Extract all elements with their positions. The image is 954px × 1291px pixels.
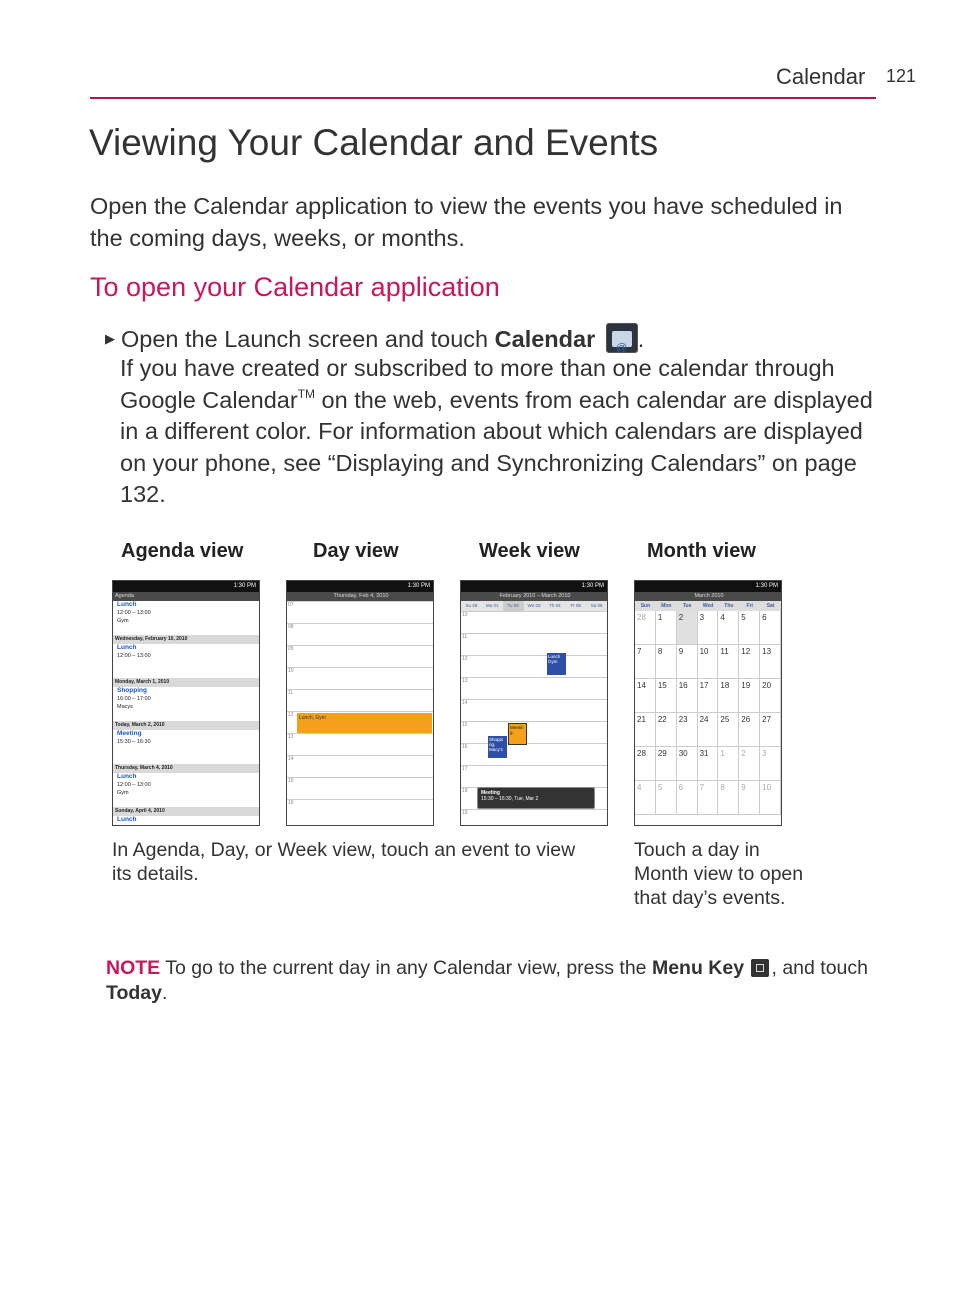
agenda-title-bar: Agenda — [113, 592, 259, 601]
month-day-cell: 2 — [739, 747, 760, 781]
month-day-cell: 11 — [718, 645, 739, 679]
agenda-date-row: Wednesday, February 10, 2010 — [113, 635, 259, 644]
month-day-cell: 1 — [718, 747, 739, 781]
hour-row: 08 — [287, 623, 433, 645]
month-day-header: Sun Mon Tue Wed Thu Fri Sat — [635, 601, 781, 611]
day-view-screenshot — [286, 580, 434, 826]
agenda-date-row: Today, March 2, 2010 — [113, 721, 259, 730]
agenda-date-row: Sunday, April 4, 2010 — [113, 807, 259, 816]
agenda-event: Shopping 16:00 – 17:00 Macys — [117, 687, 151, 710]
month-day-cell: 19 — [739, 679, 760, 713]
month-grid — [635, 611, 781, 815]
month-day-cell: 18 — [718, 679, 739, 713]
label-agenda-view: Agenda view — [121, 540, 244, 562]
month-day-cell: 6 — [677, 781, 698, 815]
month-day-cell: 9 — [677, 645, 698, 679]
trademark: TM — [297, 386, 316, 401]
caption-month: Touch a day in Month view to open that day’s events. — [634, 839, 804, 909]
status-bar: 1:30 PM — [113, 581, 259, 592]
month-title-bar: March 2010 — [635, 592, 781, 601]
month-day-cell: 7 — [635, 645, 656, 679]
month-view-screenshot — [634, 580, 782, 826]
agenda-event: Lunch — [117, 816, 137, 823]
month-day-cell: 1 — [656, 611, 677, 645]
hour-row: 10 — [287, 667, 433, 689]
month-day-cell: 31 — [698, 747, 719, 781]
month-day-cell: 21 — [635, 713, 656, 747]
intro-paragraph: Open the Calendar application to view the events you have scheduled in the coming days, weeks, or months. — [90, 193, 843, 251]
month-day-cell: 10 — [760, 781, 781, 815]
running-header-section: Calendar — [776, 64, 866, 89]
month-day-cell: 28 — [635, 747, 656, 781]
hour-row: 15 — [287, 777, 433, 799]
week-event-shopping: Shoppi ng, Macy's — [488, 736, 507, 758]
month-day-cell: 10 — [698, 645, 719, 679]
month-day-cell: 22 — [656, 713, 677, 747]
agenda-event: Lunch 12:00 – 13:00 — [117, 644, 151, 659]
header-rule — [90, 97, 876, 99]
hour-row: 14 — [287, 755, 433, 777]
month-day-cell: 3 — [760, 747, 781, 781]
month-day-cell: 5 — [739, 611, 760, 645]
hour-row: 07 — [287, 601, 433, 623]
hour-row: 16 — [287, 799, 433, 821]
month-day-cell: 8 — [656, 645, 677, 679]
month-day-cell: 29 — [656, 747, 677, 781]
month-day-cell: 14 — [635, 679, 656, 713]
label-month-view: Month view — [647, 540, 756, 562]
month-day-cell: 25 — [718, 713, 739, 747]
month-day-cell: 13 — [760, 645, 781, 679]
agenda-event: Lunch 12:00 – 13:00 Gym — [117, 773, 151, 796]
week-title-bar: February 2010 – March 2010 — [461, 592, 607, 601]
note-tag: NOTE — [106, 957, 161, 979]
month-day-cell: 28 — [635, 611, 656, 645]
month-day-cell: 4 — [635, 781, 656, 815]
status-bar: 1:30 PM — [287, 581, 433, 592]
month-day-cell: 2 — [677, 611, 698, 645]
month-day-cell: 15 — [656, 679, 677, 713]
month-day-cell: 4 — [718, 611, 739, 645]
month-day-cell: 24 — [698, 713, 719, 747]
calendar-app-icon: @ — [606, 323, 638, 353]
label-day-view: Day view — [313, 540, 399, 562]
week-day-header: Su 28 Mo 01 Tu 02 We 03 Th 04 Fr 05 Sa 06 — [461, 601, 607, 611]
page-number: 121 — [886, 66, 917, 86]
month-day-cell: 30 — [677, 747, 698, 781]
body-paragraph: If you have created or subscribed to more than one calendar through Google Calendar™ on the web, events from each calendar are displayed in a different color. For information about which calendars are displayed on your phone, see “Displaying and Synchronizing Calendars” on page 132. — [120, 355, 873, 507]
month-day-cell: 6 — [760, 611, 781, 645]
month-day-cell: 20 — [760, 679, 781, 713]
agenda-date-row: Thursday, March 4, 2010 — [113, 764, 259, 773]
bullet-arrow-icon: ▶ — [105, 331, 115, 346]
section-heading: To open your Calendar application — [90, 272, 500, 302]
caption-views: In Agenda, Day, or Week view, touch an event to view its details. — [112, 839, 576, 885]
month-day-cell: 3 — [698, 611, 719, 645]
month-day-cell: 5 — [656, 781, 677, 815]
hour-row: 13 — [287, 733, 433, 755]
status-bar: 1:30 PM — [461, 581, 607, 592]
month-day-cell: 27 — [760, 713, 781, 747]
status-bar: 1:30 PM — [635, 581, 781, 592]
hour-row: 11 — [287, 689, 433, 711]
month-day-cell: 16 — [677, 679, 698, 713]
week-event-lunch: Lunch Gym — [547, 653, 566, 675]
hour-row: 12 Lunch, Gym — [287, 711, 433, 733]
agenda-date-row: Monday, March 1, 2010 — [113, 678, 259, 687]
agenda-event: Lunch 12:00 – 13:00 Gym — [117, 601, 151, 624]
calendar-label: Calendar — [494, 326, 596, 352]
event-popup: Meeting 15:30 – 16:30, Tue, Mar 2 — [477, 787, 595, 809]
label-week-view: Week view — [479, 540, 580, 562]
agenda-event: Meeting 15:30 – 16:30 — [117, 730, 151, 745]
note: NOTE To go to the current day in any Calendar view, press the Menu Key , and touch Today. — [106, 957, 868, 1004]
hour-row: 09 — [287, 645, 433, 667]
agenda-view-screenshot — [112, 580, 260, 826]
month-day-cell: 26 — [739, 713, 760, 747]
month-day-cell: 8 — [718, 781, 739, 815]
month-day-cell: 9 — [739, 781, 760, 815]
month-day-cell: 7 — [698, 781, 719, 815]
week-event-meeting: Meetin g — [508, 723, 527, 745]
day-title-bar: Thursday, Feb 4, 2010 — [287, 592, 433, 601]
month-day-cell: 12 — [739, 645, 760, 679]
month-day-cell: 23 — [677, 713, 698, 747]
week-grid: 10 11 12 13 14 15 16 17 18 19 Lunch Gym Meetin g Shoppi ng, Macy's Meeting 15:30 – 16:30, Tue, Mar 2 — [461, 611, 607, 826]
instruction-step: ▶ Open the Launch screen and touch Calendar @ . — [105, 323, 644, 356]
week-view-screenshot — [460, 580, 608, 826]
month-day-cell: 17 — [698, 679, 719, 713]
menu-key-icon — [751, 959, 769, 977]
page-title: Viewing Your Calendar and Events — [89, 122, 659, 163]
day-event: Lunch, Gym — [297, 713, 432, 733]
